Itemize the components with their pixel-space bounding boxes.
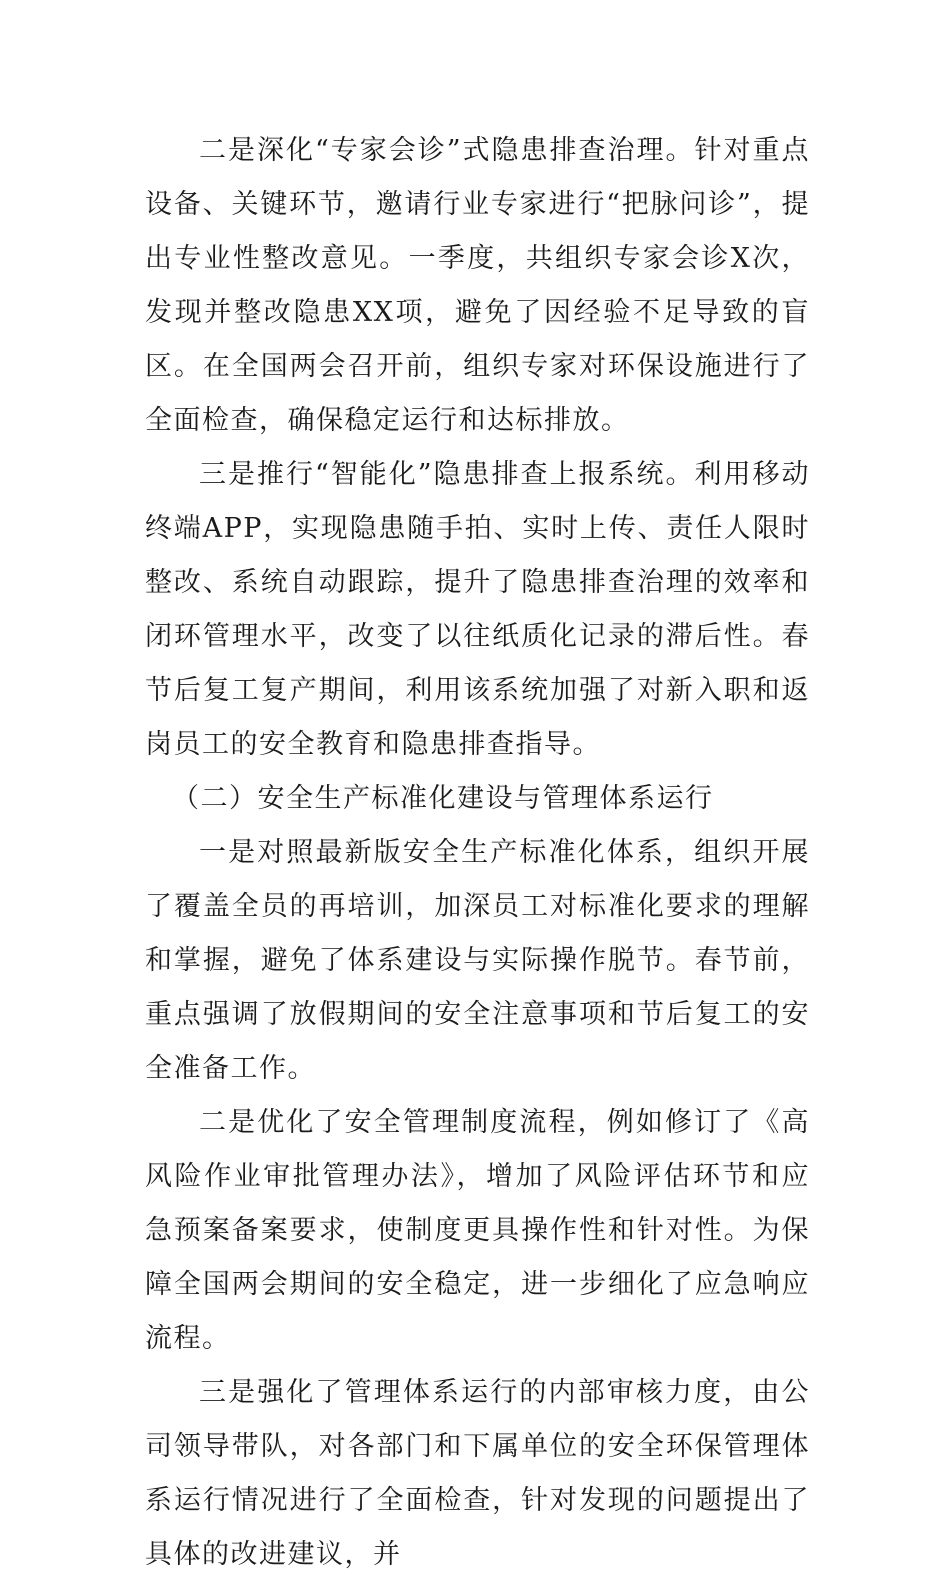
paragraph-expert-consultation: 二是深化“专家会诊”式隐患排查治理。针对重点设备、关键环节，邀请行业专家进行“把脉问诊”，提出专业性整改意见。一季度，共组织专家会诊X次，发现并整改隐患XX项，避免了因经验不足导致的盲区。在全国两会召开前，组织专家对环保设施进行了全面检查，确保稳定运行和达标排放。 xyxy=(145,135,810,436)
paragraph-smart-reporting-system: 三是推行“智能化”隐患排查上报系统。利用移动终端APP，实现隐患随手拍、实时上传、责任人限时整改、系统自动跟踪，提升了隐患排查治理的效率和闭环管理水平，改变了以往纸质化记录的滞后性。春节后复工复产期间，利用该系统加强了对新入职和返岗员工的安全教育和隐患排查指导。 xyxy=(145,459,810,760)
document-body xyxy=(145,124,810,1582)
paragraph-management-process: 二是优化了安全管理制度流程，例如修订了《高风险作业审批管理办法》，增加了风险评估环节和应急预案备案要求，使制度更具操作性和针对性。为保障全国两会期间的安全稳定，进一步细化了应急响应流程。 xyxy=(145,1107,810,1354)
paragraph-standardization-training: 一是对照最新版安全生产标准化体系，组织开展了覆盖全员的再培训，加深员工对标准化要求的理解和掌握，避免了体系建设与实际操作脱节。春节前，重点强调了放假期间的安全注意事项和节后复工的安全准备工作。 xyxy=(145,837,810,1084)
section-heading: （二）安全生产标准化建设与管理体系运行 xyxy=(172,783,714,814)
paragraph-internal-audit: 三是强化了管理体系运行的内部审核力度，由公司领导带队，对各部门和下属单位的安全环保管理体系运行情况进行了全面检查，针对发现的问题提出了具体的改进建议，并 xyxy=(145,1377,810,1570)
